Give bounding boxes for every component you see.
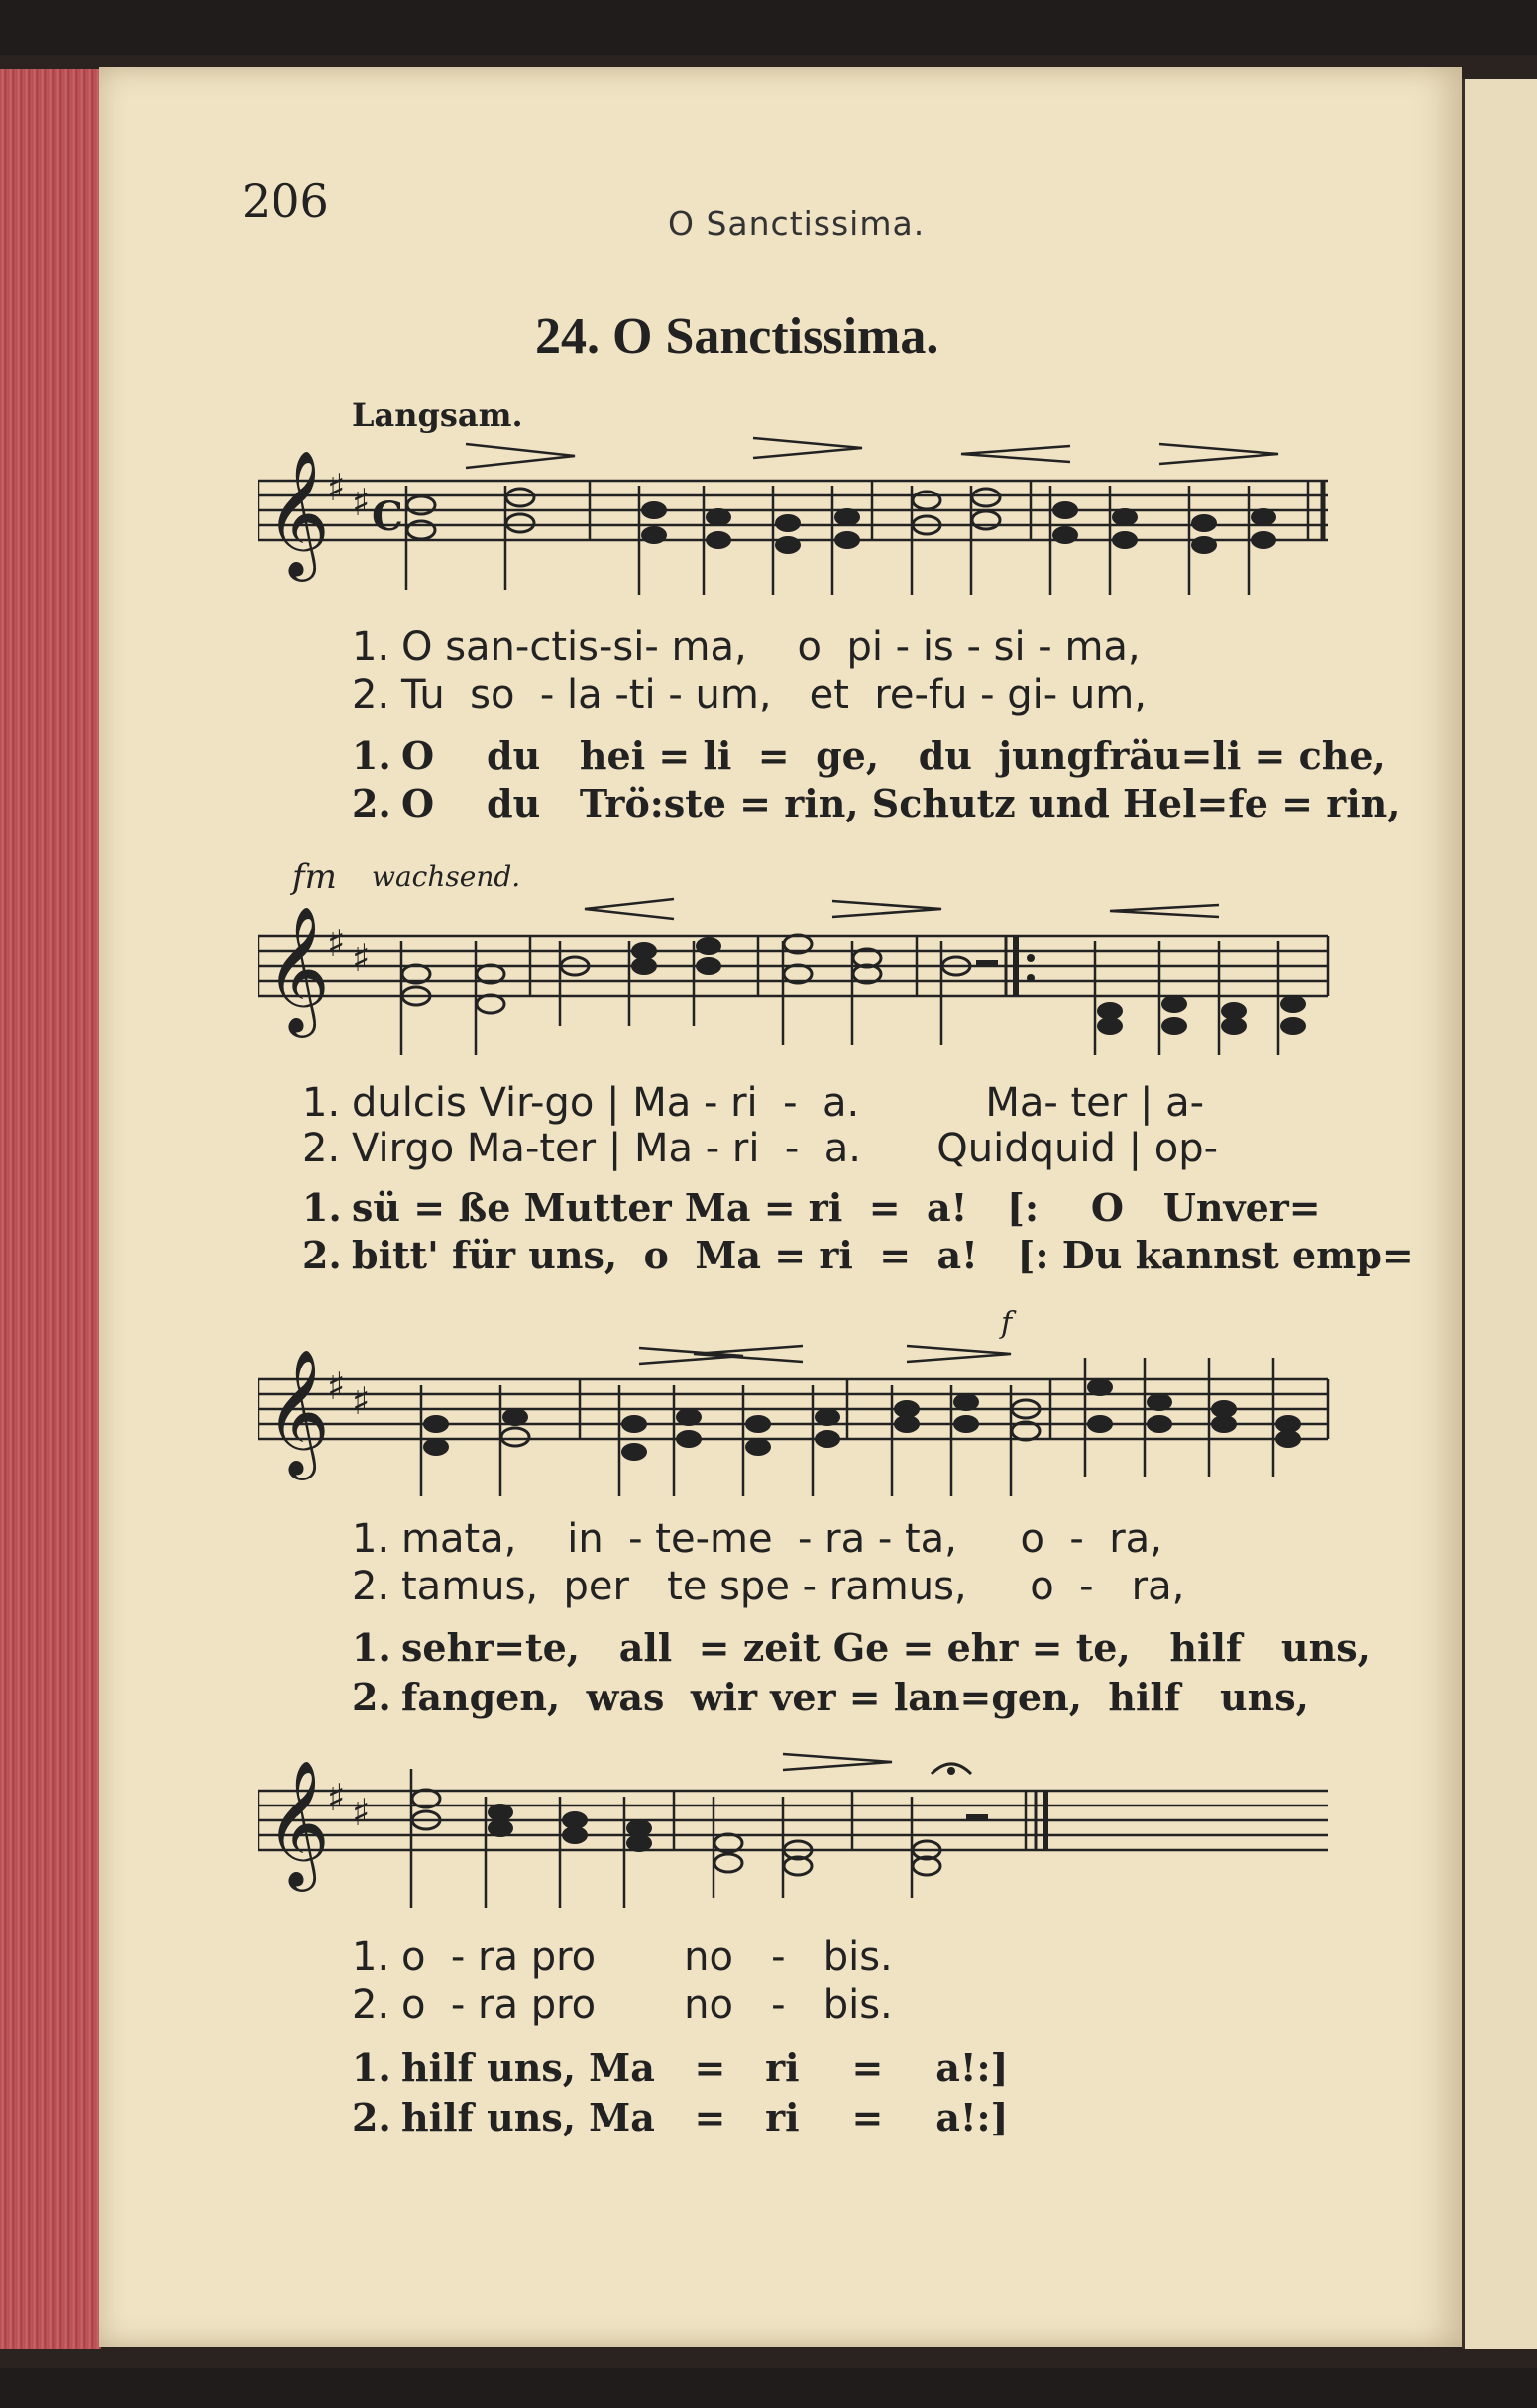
svg-text:♯: ♯ — [352, 1791, 371, 1834]
sharp-icon: ♯ — [327, 466, 346, 509]
music-staff-1 — [258, 426, 1338, 624]
lyric-line-german-1: 1. sehr=te, all = zeit Ge = ehr = te, hilf uns, — [352, 1625, 1371, 1670]
lyric-line-latin-1: 1. o - ra pro no - bis. — [352, 1934, 893, 1980]
lyric-line-german-2: 2. O du Trö:ste = rin, Schutz und Hel=fe = rin, — [352, 781, 1401, 825]
svg-text:𝄞: 𝄞 — [266, 1759, 331, 1886]
lyric-line-german-2: 2. fangen, was wir ver = lan=gen, hilf uns, — [352, 1675, 1309, 1719]
lyric-line-german-1: 1. sü = ße Mutter Ma = ri = a! [: O Unver= — [302, 1185, 1321, 1230]
music-staff-2 — [258, 887, 1338, 1085]
svg-text:♯: ♯ — [352, 936, 371, 980]
lyric-line-latin-2: 2. Virgo Ma-ter | Ma - ri - a. Quidquid | op- — [302, 1126, 1219, 1171]
svg-text:♯: ♯ — [327, 1365, 346, 1408]
svg-text:♯: ♯ — [352, 1379, 371, 1423]
tempo-marking: Langsam. — [352, 396, 523, 434]
lyric-line-latin-1: 1. O san-ctis-si- ma, o pi - is - si - ma, — [352, 624, 1141, 670]
dynamic-marking: fm — [292, 857, 337, 897]
dynamic-marking: f — [1001, 1306, 1013, 1341]
common-time-icon: C — [372, 493, 403, 540]
lyric-line-latin-1: 1. mata, in - te-me - ra - ta, o - ra, — [352, 1516, 1162, 1562]
lyric-line-german-1: 1. O du hei = li = ge, du jungfräu=li = che, — [352, 733, 1386, 778]
svg-text:𝄞: 𝄞 — [266, 905, 331, 1032]
lyric-line-latin-2: 2. o - ra pro no - bis. — [352, 1982, 893, 2027]
running-title: O Sanctissima. — [668, 204, 926, 243]
lyric-line-latin-1: 1. dulcis Vir-go | Ma - ri - a. Ma- ter | a- — [302, 1080, 1205, 1126]
lyric-line-german-2: 2. hilf uns, Ma = ri = a!:] — [352, 2095, 1009, 2139]
music-staff-4 — [258, 1749, 1338, 1947]
red-page-edge — [0, 69, 101, 2349]
svg-text:♯: ♯ — [327, 922, 346, 965]
music-staff-3 — [258, 1328, 1338, 1526]
svg-text:𝄞: 𝄞 — [266, 1348, 331, 1475]
facing-page-edge — [1462, 79, 1537, 2349]
svg-text:♯: ♯ — [327, 1776, 346, 1819]
fermata-icon — [947, 1767, 955, 1775]
lyric-line-latin-2: 2. Tu so - la -ti - um, et re-fu - gi- um, — [352, 672, 1147, 717]
lyric-line-german-2: 2. bitt' für uns, o Ma = ri = a! [: Du kannst emp= — [302, 1233, 1414, 1277]
song-title: 24. O Sanctissima. — [535, 308, 939, 365]
tempo-marking: wachsend. — [372, 860, 521, 893]
lyric-line-german-1: 1. hilf uns, Ma = ri = a!:] — [352, 2045, 1009, 2090]
treble-clef-icon: 𝄞 — [266, 449, 331, 576]
page-number: 206 — [242, 174, 329, 228]
lyric-line-latin-2: 2. tamus, per te spe - ramus, o - ra, — [352, 1564, 1185, 1609]
svg-text:♯: ♯ — [352, 481, 371, 524]
page-header — [242, 174, 1332, 243]
